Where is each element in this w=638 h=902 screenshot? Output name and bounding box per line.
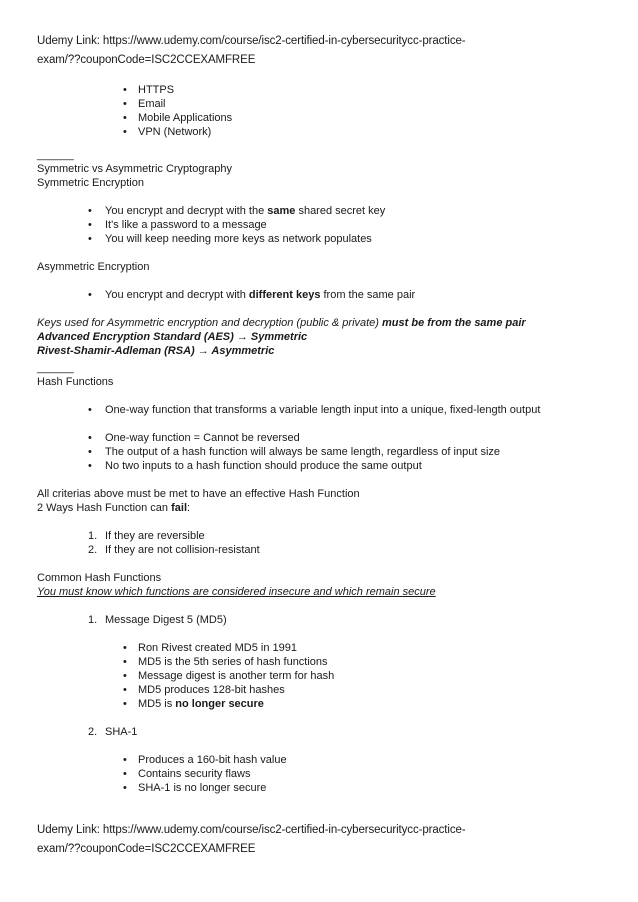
list-item-text: MD5 produces 128-bit hashes — [138, 684, 285, 696]
list-item — [37, 218, 608, 232]
asymmetric-bullet-list — [37, 288, 608, 302]
list-item-text: MD5 is no longer secure — [138, 698, 264, 710]
hash-intro-list — [37, 403, 608, 417]
criteria-line: All criterias above must be met to have an effective Hash Function — [37, 488, 360, 500]
list-item — [37, 83, 608, 97]
list-item-text: Produces a 160-bit hash value — [138, 754, 287, 766]
numbered-item — [37, 613, 608, 627]
list-item-text: Contains security flaws — [138, 768, 251, 780]
list-item-text: One-way function that transforms a variable length input into a unique, fixed-length output — [105, 404, 541, 416]
header-link-line2: exam/??couponCode=ISC2CCEXAMFREE — [37, 54, 256, 66]
bullet-icon: • — [88, 446, 92, 458]
list-item-text: You will keep needing more keys as network populates — [105, 233, 372, 245]
aes-line: Advanced Encryption Standard (AES) → Symmetric — [37, 331, 308, 343]
list-item — [37, 781, 608, 795]
bullet-icon: • — [123, 670, 127, 682]
bullet-icon: • — [123, 84, 127, 96]
header-link-line1: Udemy Link: https://www.udemy.com/course/isc2-certified-in-cybersecuritycc-practice- — [37, 35, 466, 47]
underscore-divider: ______ — [37, 362, 74, 374]
bullet-icon: • — [88, 219, 92, 231]
bullet-icon: • — [88, 233, 92, 245]
list-item — [37, 753, 608, 767]
bullet-icon: • — [123, 642, 127, 654]
bullet-icon: • — [123, 698, 127, 710]
list-item — [37, 767, 608, 781]
list-item-text: You encrypt and decrypt with the same shared secret key — [105, 205, 386, 217]
hash-heading: Hash Functions — [37, 376, 114, 388]
list-item — [37, 204, 608, 218]
list-item — [37, 431, 608, 445]
list-item-text: VPN (Network) — [138, 126, 212, 138]
numbered-item — [37, 725, 608, 739]
symmetric-heading: Symmetric Encryption — [37, 177, 144, 189]
list-item-text: Email — [138, 98, 166, 110]
numbered-item — [37, 529, 608, 543]
bullet-icon: • — [123, 684, 127, 696]
list-item — [37, 683, 608, 697]
bullet-icon: • — [123, 656, 127, 668]
number-marker: 1. — [88, 614, 98, 626]
footer-link-line1: Udemy Link: https://www.udemy.com/course/isc2-certified-in-cybersecuritycc-practice- — [37, 824, 466, 836]
list-item-text: SHA-1 is no longer secure — [138, 782, 267, 794]
bullet-icon: • — [123, 754, 127, 766]
number-marker: 1. — [88, 530, 98, 542]
list-item — [37, 403, 608, 417]
list-item-text: SHA-1 — [105, 726, 138, 738]
list-item-text: Ron Rivest created MD5 in 1991 — [138, 642, 297, 654]
list-item — [37, 97, 608, 111]
list-item — [37, 232, 608, 246]
footer-udemy-link — [37, 821, 608, 859]
criteria-block — [37, 487, 608, 515]
bullet-icon: • — [88, 460, 92, 472]
list-item-text: The output of a hash function will always be same length, regardless of input size — [105, 446, 501, 458]
md5-bullet-list — [37, 641, 608, 711]
header-udemy-link — [37, 32, 608, 70]
section-title: Symmetric vs Asymmetric Cryptography — [37, 163, 232, 175]
bullet-icon: • — [88, 432, 92, 444]
list-item-text: Message digest is another term for hash — [138, 670, 335, 682]
list-item-text: It's like a password to a message — [105, 219, 267, 231]
keys-note-block — [37, 316, 608, 358]
footer-link-line2: exam/??couponCode=ISC2CCEXAMFREE — [37, 843, 256, 855]
hash-section-head — [37, 361, 608, 389]
common-hash-note: You must know which functions are considered insecure and which remain secure — [37, 586, 436, 598]
list-item-text: HTTPS — [138, 84, 175, 96]
list-item — [37, 459, 608, 473]
symmetric-bullet-list — [37, 204, 608, 246]
numbered-item — [37, 543, 608, 557]
list-item — [37, 288, 608, 302]
list-item — [37, 125, 608, 139]
list-item-text: No two inputs to a hash function should produce the same output — [105, 460, 422, 472]
number-marker: 2. — [88, 544, 98, 556]
number-marker: 2. — [88, 726, 98, 738]
rsa-line: Rivest-Shamir-Adleman (RSA) → Asymmetric — [37, 345, 275, 357]
asymmetric-heading: Asymmetric Encryption — [37, 261, 150, 273]
bullet-icon: • — [123, 768, 127, 780]
underscore-divider: ______ — [37, 149, 74, 161]
common-hash-heading: Common Hash Functions — [37, 572, 162, 584]
list-item — [37, 111, 608, 125]
list-item-text: If they are reversible — [105, 530, 205, 542]
sha1-bullet-list — [37, 753, 608, 795]
sha1-item — [37, 725, 608, 739]
fail-line: 2 Ways Hash Function can fail: — [37, 502, 191, 514]
list-item — [37, 697, 608, 711]
list-item — [37, 655, 608, 669]
list-item — [37, 641, 608, 655]
bullet-icon: • — [123, 782, 127, 794]
bullet-icon: • — [123, 126, 127, 138]
bullet-icon: • — [88, 289, 92, 301]
list-item — [37, 669, 608, 683]
list-item — [37, 445, 608, 459]
list-item-text: Mobile Applications — [138, 112, 233, 124]
bullet-icon: • — [88, 404, 92, 416]
fail-numbered-list — [37, 529, 608, 557]
common-hash-block — [37, 571, 608, 599]
bullet-icon: • — [123, 98, 127, 110]
top-bullet-list — [37, 83, 608, 139]
list-item-text: Message Digest 5 (MD5) — [105, 614, 227, 626]
hash-property-list — [37, 431, 608, 473]
bullet-icon: • — [123, 112, 127, 124]
crypto-section-head — [37, 148, 608, 190]
bullet-icon: • — [88, 205, 92, 217]
list-item-text: You encrypt and decrypt with different keys from the same pair — [105, 289, 416, 301]
list-item-text: If they are not collision-resistant — [105, 544, 260, 556]
md5-item — [37, 613, 608, 627]
list-item-text: One-way function = Cannot be reversed — [105, 432, 300, 444]
list-item-text: MD5 is the 5th series of hash functions — [138, 656, 328, 668]
keys-note-line: Keys used for Asymmetric encryption and decryption (public & private) must be from the same pair — [37, 317, 526, 329]
